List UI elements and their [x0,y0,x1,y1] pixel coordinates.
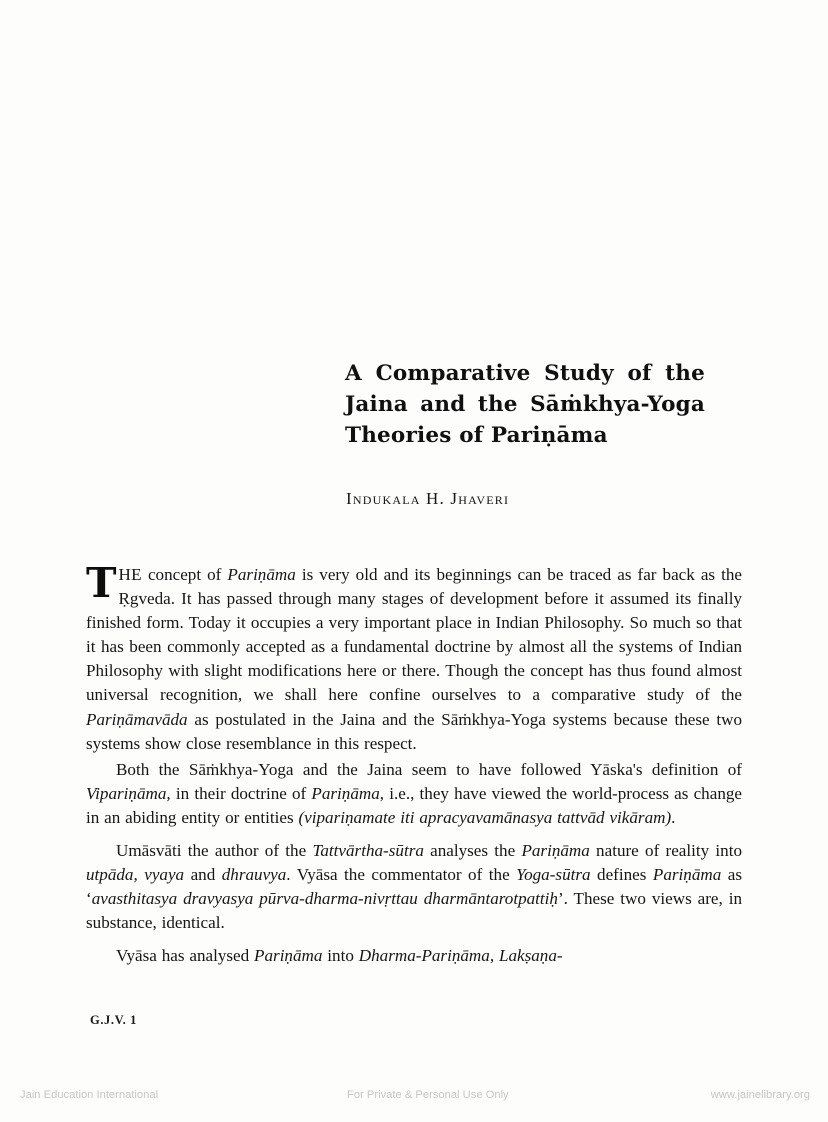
paragraph-3-text-h: ’. These two views are, in substance, identical. [86,889,743,933]
paragraph-3-italic-b: Pariṇāma [521,841,590,861]
paragraph-3-text-d: and [184,865,222,885]
paragraph-3-italic-c: utpāda, vyaya [86,865,185,885]
paragraph-2-text-b: in their doctrine of [170,783,312,803]
paragraph-1-italic-a: Pariṇāma [227,565,296,584]
signature-mark: G.J.V. 1 [90,1013,137,1027]
paragraph-3-italic-d: dhrauvya [221,865,287,885]
paragraph-2 [86,758,742,830]
paragraph-4-italic-a: Pariṇāma [254,946,323,966]
paragraph-3-text-c: nature of reality into [589,841,743,861]
title-line-1: A Comparative Study of the [345,361,705,386]
paragraph-2-italic-b: Pariṇāma [311,783,380,803]
paragraph-2-text-a: Both the Sāṁkhya-Yoga and the Jaina seem to have followed Yāska's definition of [116,759,742,779]
footer-watermark [0,1089,828,1109]
paragraph-4-text-a: Vyāsa has analysed [116,946,255,966]
paragraph-1-text-b: is very old and its beginnings can be traced as far back as the Ṛgveda. It has passed through many stages of development before it assumed its finally finished form. Today it occupies a very important place in Indian Philosophy. So much so that it has been commonly accepted as a fundamental doctrine by almost all the systems of Indian Philosophy with slight modifications here or there. Though the concept has thus found almost universal recognition, we shall here confine ourselves to a comparative study of the [86,565,743,705]
footer-left-text: Jain Education International [20,1089,159,1101]
paragraph-2-text-d: . [671,807,676,827]
author-byline: Indukala H. Jhaveri [346,489,510,508]
paragraph-1-text-c: as postulated in the Jaina and the Sāṁkhya-Yoga systems because these two systems show close resemblance in this respect. [86,709,742,753]
title-line-2: Jaina and the Sāṁkhya-Yoga [345,392,705,417]
drop-cap-letter: T [86,559,117,607]
article-body [86,559,743,969]
paragraph-2-italic-a: Vipariṇāma, [86,783,171,803]
paragraph-3 [86,839,742,935]
paragraph-2-italic-c: (vipariṇamate iti apracyavamānasya tattvād vikāram) [298,807,672,827]
paragraph-2-text-c: , i.e., they have viewed the world-process as change in an abiding entity or entities [86,783,742,827]
paragraph-1-italic-b: Pariṇāmavāda [86,709,188,729]
paragraph-3-text-e: . Vyāsa the commentator of the [286,865,517,885]
paragraph-3-text-g: as ‘ [86,865,742,909]
page-title [345,358,705,451]
paragraph-4-italic-b: Dharma-Pariṇāma, Lakṣaṇa- [358,946,563,966]
paragraph-3-text-a: Umāsvāti the author of the [116,841,313,861]
paragraph-3-italic-a: Tattvārtha-sūtra [312,841,424,861]
paragraph-4 [86,944,742,968]
paragraph-3-italic-e: Yoga-sūtra [516,865,591,885]
paragraph-1-smallcaps: HE [118,565,142,584]
footer-right-link[interactable]: www.jainelibrary.org [710,1089,810,1101]
paragraph-3-text-b: analyses the [423,841,522,861]
title-line-3: Theories of Pariṇāma [345,423,608,448]
paragraph-3-italic-f: Pariṇāma [652,865,722,885]
paragraph-1-text-a: concept of [141,565,228,584]
paragraph-4-text-b: into [322,946,359,966]
footer-center-text: For Private & Personal Use Only [347,1089,509,1101]
paragraph-3-italic-g: avasthitasya dravyasya pūrva-dharma-nivṛttau dharmāntarotpattiḥ [91,889,558,909]
paragraph-3-text-f: defines [590,865,653,885]
paragraph-1 [86,559,743,756]
